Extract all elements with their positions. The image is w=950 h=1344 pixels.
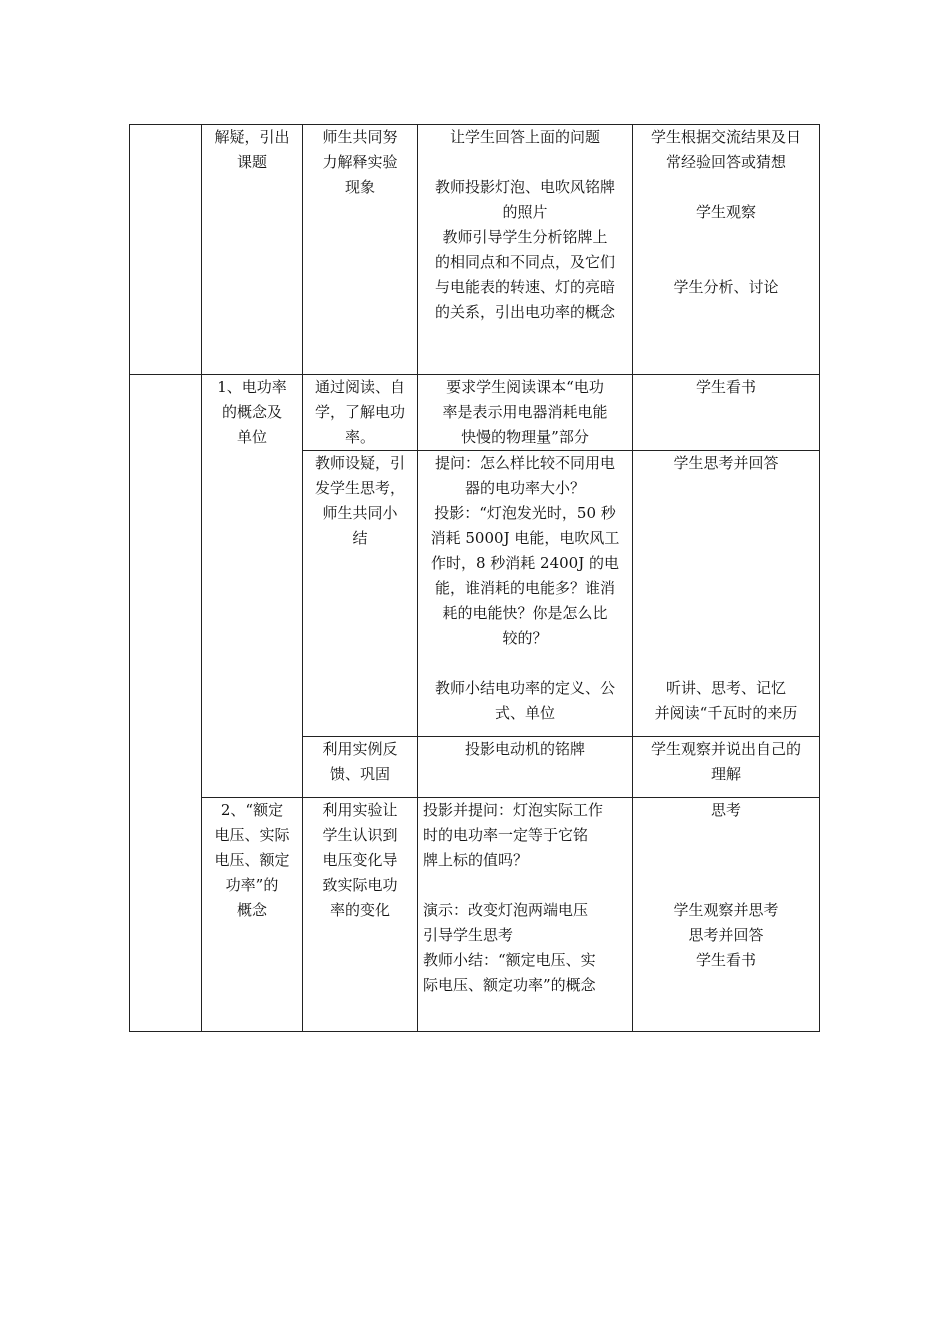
text-line: 师生共同努 (322, 128, 398, 146)
text-line: 投影：“灯泡发光时，50 秒 (434, 504, 616, 522)
text-line (638, 501, 814, 526)
text-line: 单位 (236, 428, 267, 446)
text-line: 解疑，引出 (214, 128, 290, 146)
student-activity-cell (633, 451, 820, 737)
text-line: 教师投影灯泡、电吹风铭牌 (434, 178, 615, 196)
method-cell (303, 798, 418, 1032)
text-line: 听讲、思考、记忆 (665, 679, 786, 697)
text-line (423, 873, 627, 898)
text-line: 并阅读“千瓦时的来历 (654, 704, 798, 722)
text-line (638, 175, 814, 200)
text-line: 利用实验让 (322, 801, 398, 819)
text-line: 1、电功率 (217, 378, 287, 396)
text-line: 快慢的物理量”部分 (461, 428, 589, 446)
text-line: 要求学生阅读课本“电功 (446, 378, 604, 396)
text-line: 与电能表的转速、灯的亮暗 (434, 278, 615, 296)
text-line (638, 476, 814, 501)
text-line: 教师引导学生分析铭牌上 (442, 228, 608, 246)
text-line: 学生根据交流结果及日 (650, 128, 801, 146)
text-line: 教师小结：“额定电压、实 (423, 951, 596, 969)
text-line: 电压、额定 (214, 851, 290, 869)
text-line (638, 225, 814, 250)
teacher-activity-cell (418, 125, 633, 375)
text-line: 现象 (344, 178, 375, 196)
text-line (638, 651, 814, 676)
text-line (638, 823, 814, 848)
text-line: 式、单位 (494, 704, 555, 722)
text-line: 投影电动机的铭牌 (464, 740, 585, 758)
text-line: 让学生回答上面的问题 (449, 128, 600, 146)
method-cell (303, 375, 418, 451)
text-line: 耗的电能快？你是怎么比 (442, 604, 608, 622)
text-line: 器的电功率大小？ (464, 479, 585, 497)
teacher-activity-cell (418, 798, 633, 1032)
text-line: 概念 (236, 901, 267, 919)
text-line: 教师小结电功率的定义、公 (434, 679, 615, 697)
teacher-activity-cell (418, 375, 633, 451)
text-line: 的照片 (502, 203, 548, 221)
text-line: 常经验回答或猜想 (665, 153, 786, 171)
text-line: 消耗 5000J 电能，电吹风工 (430, 529, 620, 547)
text-line (638, 250, 814, 275)
text-line: 通过阅读、自 (314, 378, 405, 396)
text-line: 致实际电功 (322, 876, 398, 894)
table-row (130, 375, 820, 451)
text-line (638, 601, 814, 626)
text-line: 学，了解电功 (314, 403, 405, 421)
topic-cell (202, 798, 303, 1032)
text-line: 力解释实验 (322, 153, 398, 171)
text-line: 能，谁消耗的电能多？谁消 (434, 579, 615, 597)
text-line: 的概念及 (221, 403, 282, 421)
text-line: 作时，8 秒消耗 2400J 的电 (430, 554, 620, 572)
text-line (638, 848, 814, 873)
teacher-activity-cell (418, 737, 633, 798)
text-line: 率。 (344, 428, 375, 446)
text-line (638, 873, 814, 898)
text-line: 电压、实际 (214, 826, 290, 844)
topic-cell (202, 375, 303, 798)
teacher-activity-cell (418, 451, 633, 737)
text-line (638, 626, 814, 651)
text-line: 功率”的 (225, 876, 279, 894)
method-cell (303, 451, 418, 737)
text-line: 学生分析、讨论 (673, 278, 779, 296)
text-line: 利用实例反 (322, 740, 398, 758)
text-line: 教师设疑，引 (314, 454, 405, 472)
text-line: 电压变化导 (322, 851, 398, 869)
text-line: 提问：怎么样比较不同用电 (434, 454, 615, 472)
text-line: 时的电功率一定等于它铭 (423, 826, 589, 844)
lesson-plan-table (129, 124, 820, 1032)
text-line: 结 (352, 529, 368, 547)
text-line: 学生观察并说出自己的 (650, 740, 801, 758)
text-line: 学生思考并回答 (673, 454, 779, 472)
text-line: 馈、巩固 (329, 765, 390, 783)
student-activity-cell (633, 375, 820, 451)
text-line: 理解 (710, 765, 741, 783)
text-line: 思考 (710, 801, 741, 819)
text-line: 率是表示用电器消耗电能 (442, 403, 608, 421)
table-row (130, 125, 820, 375)
text-line (638, 526, 814, 551)
text-line: 学生看书 (695, 378, 756, 396)
text-line: 投影并提问：灯泡实际工作 (423, 801, 604, 819)
text-line: 的相同点和不同点，及它们 (434, 253, 615, 271)
stage-cell (130, 125, 202, 375)
text-line: 2、“额定 (220, 801, 284, 819)
text-line: 发学生思考， (314, 479, 405, 497)
text-line: 课题 (236, 153, 267, 171)
text-line: 学生认识到 (322, 826, 398, 844)
text-line (638, 551, 814, 576)
table-row (130, 798, 820, 1032)
text-line: 较的？ (502, 629, 548, 647)
text-line: 的关系，引出电功率的概念 (434, 303, 615, 321)
method-cell (303, 737, 418, 798)
text-line: 师生共同小 (322, 504, 398, 522)
section-label-new-lesson (130, 375, 202, 1032)
text-line (423, 150, 627, 175)
method-cell (303, 125, 418, 375)
student-activity-cell (633, 125, 820, 375)
text-line: 演示：改变灯泡两端电压 (423, 901, 589, 919)
text-line: 引导学生思考 (423, 926, 514, 944)
text-line: 学生看书 (695, 951, 756, 969)
text-line: 际电压、额定功率”的概念 (423, 976, 596, 994)
text-line (423, 651, 627, 676)
text-line: 学生观察 (695, 203, 756, 221)
text-line: 思考并回答 (688, 926, 764, 944)
text-line: 牌上标的值吗？ (423, 851, 529, 869)
student-activity-cell (633, 798, 820, 1032)
text-line (638, 576, 814, 601)
topic-cell (202, 125, 303, 375)
text-line: 学生观察并思考 (673, 901, 779, 919)
text-line: 率的变化 (329, 901, 390, 919)
student-activity-cell (633, 737, 820, 798)
